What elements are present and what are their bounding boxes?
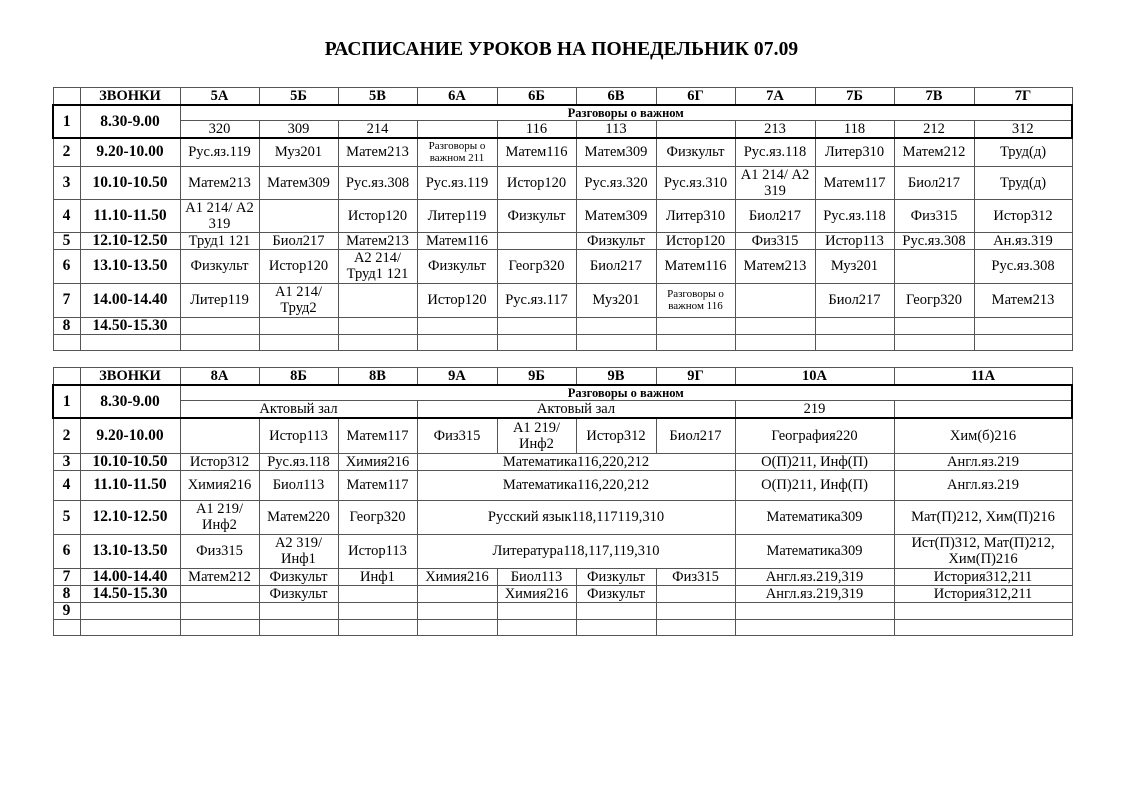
lesson-time: 14.50-15.30 (80, 317, 180, 334)
lesson-cell (338, 585, 417, 602)
lesson-cell: Истор120 (417, 283, 497, 317)
lesson-cell: Истор312 (180, 453, 259, 470)
lesson-cell: Биол217 (656, 418, 735, 453)
lesson-cell: Ан.яз.319 (974, 232, 1072, 249)
lesson-row-9 (53, 602, 1072, 619)
room-cell: Актовый зал (417, 401, 735, 419)
lesson-cell: Физ315 (417, 418, 497, 453)
lesson-cell: Матем213 (735, 249, 815, 283)
lesson-row-8 (53, 585, 1072, 602)
lesson-cell: Инф1 (338, 568, 417, 585)
lesson-cell: Матем117 (815, 166, 894, 199)
lesson-cell (497, 232, 576, 249)
lesson-cell (180, 418, 259, 453)
lesson-cell: Химия216 (338, 453, 417, 470)
lesson-time: 9.20-10.00 (80, 138, 180, 166)
lesson-time: 13.10-13.50 (80, 249, 180, 283)
lesson-cell (974, 317, 1072, 334)
room-cell: 116 (497, 121, 576, 139)
lesson-cell: Рус.яз.320 (576, 166, 656, 199)
lesson-number: 6 (53, 249, 80, 283)
lesson-cell: Биол217 (576, 249, 656, 283)
lesson-cell: Физ315 (656, 568, 735, 585)
lesson-cell: Рус.яз.118 (735, 138, 815, 166)
lesson-cell: Физкульт (576, 568, 656, 585)
lesson-cell (259, 317, 338, 334)
lesson-cell: Истор113 (259, 418, 338, 453)
lesson-cell: Матем213 (974, 283, 1072, 317)
bells-header: ЗВОНКИ (80, 368, 180, 386)
class-header: 9Б (497, 368, 576, 386)
lesson-number: 5 (53, 500, 80, 534)
lesson-number: 1 (53, 385, 80, 418)
class-header: 5А (180, 88, 259, 106)
lesson-number: 3 (53, 453, 80, 470)
lesson-cell: Рус.яз.310 (656, 166, 735, 199)
lesson-row-6 (53, 249, 1072, 283)
lesson-cell: Истор120 (338, 199, 417, 232)
header-num-cell (53, 88, 80, 106)
room-row (53, 401, 1072, 419)
lesson-row-4 (53, 199, 1072, 232)
lesson-cell: Муз201 (815, 249, 894, 283)
lesson-cell: Биол217 (735, 199, 815, 232)
lesson-time: 14.00-14.40 (80, 283, 180, 317)
class-header: 7Б (815, 88, 894, 106)
lesson-cell: Матем117 (338, 470, 417, 500)
lesson-cell: Математика116,220,212 (417, 470, 735, 500)
lesson-cell: Матем212 (180, 568, 259, 585)
lesson-row-3 (53, 166, 1072, 199)
lesson-cell: Геогр320 (497, 249, 576, 283)
talk-important-cell: Разговоры о важном (180, 105, 1072, 121)
lesson-time: 12.10-12.50 (80, 232, 180, 249)
lesson-cell: А1 214/ А2 319 (735, 166, 815, 199)
room-cell: 214 (338, 121, 417, 139)
lesson-cell (735, 317, 815, 334)
lesson-cell: Физ315 (735, 232, 815, 249)
lesson-cell: Физкульт (259, 585, 338, 602)
lesson-number: 1 (53, 105, 80, 138)
lesson-cell: Матем117 (338, 418, 417, 453)
lesson-cell: Матем213 (338, 232, 417, 249)
lesson-cell: Химия216 (180, 470, 259, 500)
lesson-cell: Матем213 (180, 166, 259, 199)
lesson-cell: Матем116 (497, 138, 576, 166)
lesson-cell: Разговоры о важном 211 (417, 138, 497, 166)
lesson-cell (735, 283, 815, 317)
lesson-cell: Разговоры о важном 116 (656, 283, 735, 317)
lesson-cell: Истор120 (656, 232, 735, 249)
room-cell: 309 (259, 121, 338, 139)
lesson-cell: Рус.яз.118 (815, 199, 894, 232)
lesson-cell: А1 214/ А2 319 (180, 199, 259, 232)
lesson-cell: Мат(П)212, Хим(П)216 (894, 500, 1072, 534)
room-cell (656, 121, 735, 139)
lesson-cell: Англ.яз.219 (894, 453, 1072, 470)
lesson-cell: Истор120 (259, 249, 338, 283)
lesson-number: 8 (53, 317, 80, 334)
lesson-cell: Физкульт (180, 249, 259, 283)
lesson-row-2 (53, 418, 1072, 453)
class-header: 9А (417, 368, 497, 386)
lesson-time: 11.10-11.50 (80, 199, 180, 232)
lesson-cell: История312,211 (894, 585, 1072, 602)
lesson-row-4 (53, 470, 1072, 500)
talk-important-cell: Разговоры о важном (180, 385, 1072, 401)
lesson-cell: А1 219/ Инф2 (497, 418, 576, 453)
room-cell: Актовый зал (180, 401, 417, 419)
lesson-cell: Истор312 (576, 418, 656, 453)
lesson-cell: А1 219/ Инф2 (180, 500, 259, 534)
room-cell (894, 401, 1072, 419)
class-header: 8Б (259, 368, 338, 386)
lesson-number: 2 (53, 138, 80, 166)
lesson-cell (497, 317, 576, 334)
spacer-row (53, 334, 1072, 350)
lesson-cell (656, 317, 735, 334)
room-cell: 312 (974, 121, 1072, 139)
lesson-cell: Биол217 (894, 166, 974, 199)
lesson-cell: Матем212 (894, 138, 974, 166)
lesson-cell (656, 585, 735, 602)
lesson-cell: Литература118,117,119,310 (417, 534, 735, 568)
lesson-row-1 (53, 105, 1072, 121)
lesson-cell: Ист(П)312, Мат(П)212, Хим(П)216 (894, 534, 1072, 568)
lesson-cell: Русский язык118,117119,310 (417, 500, 735, 534)
lesson-cell (815, 317, 894, 334)
lesson-cell (576, 317, 656, 334)
schedule-table-grades-5-7 (52, 87, 1073, 351)
class-header: 6А (417, 88, 497, 106)
lesson-cell: Рус.яз.308 (894, 232, 974, 249)
lesson-cell: Биол113 (259, 470, 338, 500)
lesson-cell: Матем213 (338, 138, 417, 166)
class-header: 9Г (656, 368, 735, 386)
room-cell: 212 (894, 121, 974, 139)
class-header: 5В (338, 88, 417, 106)
lesson-time: 13.10-13.50 (80, 534, 180, 568)
lesson-cell: Муз201 (576, 283, 656, 317)
lesson-number: 9 (53, 602, 80, 619)
lesson-number: 3 (53, 166, 80, 199)
lesson-cell: Матем309 (259, 166, 338, 199)
room-row (53, 121, 1072, 139)
lesson-cell: Матем309 (576, 199, 656, 232)
class-header: 9В (576, 368, 656, 386)
class-header: 7А (735, 88, 815, 106)
lesson-cell: Физкульт (259, 568, 338, 585)
lesson-cell: Матем309 (576, 138, 656, 166)
lesson-row-3 (53, 453, 1072, 470)
lesson-cell: А2 319/ Инф1 (259, 534, 338, 568)
lesson-time: 8.30-9.00 (80, 105, 180, 138)
room-cell: 113 (576, 121, 656, 139)
lesson-cell: Матем220 (259, 500, 338, 534)
lesson-cell: А2 214/ Труд1 121 (338, 249, 417, 283)
page-title: РАСПИСАНИЕ УРОКОВ НА ПОНЕДЕЛЬНИК 07.09 (324, 39, 799, 60)
header-num-cell (53, 368, 80, 386)
lesson-cell (338, 283, 417, 317)
lesson-cell: Матем116 (417, 232, 497, 249)
room-cell: 219 (735, 401, 894, 419)
lesson-cell (417, 317, 497, 334)
lesson-cell: Физкульт (417, 249, 497, 283)
lesson-cell: Химия216 (497, 585, 576, 602)
lesson-cell: Литер119 (180, 283, 259, 317)
lesson-cell: О(П)211, Инф(П) (735, 470, 894, 500)
room-cell (417, 121, 497, 139)
lesson-cell: Литер310 (815, 138, 894, 166)
lesson-number: 7 (53, 568, 80, 585)
lesson-cell: Труд(д) (974, 166, 1072, 199)
header-row (53, 88, 1072, 106)
class-header: 8А (180, 368, 259, 386)
lesson-cell: Истор113 (338, 534, 417, 568)
lesson-time: 10.10-10.50 (80, 453, 180, 470)
class-header: 6Б (497, 88, 576, 106)
lesson-cell: Истор113 (815, 232, 894, 249)
lesson-time: 14.50-15.30 (80, 585, 180, 602)
lesson-number: 4 (53, 470, 80, 500)
room-cell: 118 (815, 121, 894, 139)
lesson-cell: Рус.яз.119 (180, 138, 259, 166)
class-header: 10А (735, 368, 894, 386)
lesson-number: 6 (53, 534, 80, 568)
lesson-cell: Математика309 (735, 534, 894, 568)
class-header: 6В (576, 88, 656, 106)
lesson-cell: География220 (735, 418, 894, 453)
class-header: 7В (894, 88, 974, 106)
lesson-number: 8 (53, 585, 80, 602)
lesson-cell: Труд(д) (974, 138, 1072, 166)
lesson-cell: Литер119 (417, 199, 497, 232)
lesson-cell: Рус.яз.308 (338, 166, 417, 199)
lesson-time: 9.20-10.00 (80, 418, 180, 453)
class-header: 6Г (656, 88, 735, 106)
lesson-cell: Физ315 (180, 534, 259, 568)
lesson-time: 12.10-12.50 (80, 500, 180, 534)
lesson-row-7 (53, 568, 1072, 585)
lesson-cell: Физкульт (576, 232, 656, 249)
class-header: 8В (338, 368, 417, 386)
lesson-cell: Хим(б)216 (894, 418, 1072, 453)
lesson-row-7 (53, 283, 1072, 317)
lesson-row-5 (53, 232, 1072, 249)
lesson-cell: Геогр320 (338, 500, 417, 534)
lesson-cell: Математика309 (735, 500, 894, 534)
header-row (53, 368, 1072, 386)
lesson-cell: Физ315 (894, 199, 974, 232)
lesson-cell: Истор120 (497, 166, 576, 199)
lesson-cell: Истор312 (974, 199, 1072, 232)
lesson-cell: Англ.яз.219 (894, 470, 1072, 500)
lesson-cell: Химия216 (417, 568, 497, 585)
lesson-row-5 (53, 500, 1072, 534)
room-cell: 213 (735, 121, 815, 139)
lesson-cell: Рус.яз.308 (974, 249, 1072, 283)
lesson-number: 7 (53, 283, 80, 317)
class-header: 11А (894, 368, 1072, 386)
lesson-number: 4 (53, 199, 80, 232)
lesson-time: 11.10-11.50 (80, 470, 180, 500)
lesson-time: 14.00-14.40 (80, 568, 180, 585)
lesson-cell (417, 585, 497, 602)
lesson-cell: Муз201 (259, 138, 338, 166)
lesson-time: 8.30-9.00 (80, 385, 180, 418)
lesson-cell: Рус.яз.117 (497, 283, 576, 317)
lesson-cell: Литер310 (656, 199, 735, 232)
class-header: 7Г (974, 88, 1072, 106)
spacer-row (53, 619, 1072, 635)
lesson-cell (338, 317, 417, 334)
schedule-table-grades-8-11 (52, 367, 1073, 636)
lesson-cell (894, 317, 974, 334)
room-cell: 320 (180, 121, 259, 139)
lesson-row-8 (53, 317, 1072, 334)
lesson-cell: Англ.яз.219,319 (735, 568, 894, 585)
lesson-cell: Труд1 121 (180, 232, 259, 249)
lesson-cell: Англ.яз.219,319 (735, 585, 894, 602)
lesson-cell: Рус.яз.119 (417, 166, 497, 199)
lesson-cell: Физкульт (497, 199, 576, 232)
lesson-cell (180, 317, 259, 334)
lesson-cell: Биол217 (815, 283, 894, 317)
lesson-cell: Матем116 (656, 249, 735, 283)
lesson-number: 5 (53, 232, 80, 249)
lesson-cell: Математика116,220,212 (417, 453, 735, 470)
lesson-cell: А1 214/ Труд2 (259, 283, 338, 317)
lesson-cell: История312,211 (894, 568, 1072, 585)
class-header: 5Б (259, 88, 338, 106)
bells-header: ЗВОНКИ (80, 88, 180, 106)
lesson-row-1 (53, 385, 1072, 401)
lesson-row-6 (53, 534, 1072, 568)
lesson-cell: Рус.яз.118 (259, 453, 338, 470)
lesson-cell: Биол113 (497, 568, 576, 585)
lesson-row-2 (53, 138, 1072, 166)
lesson-number: 2 (53, 418, 80, 453)
lesson-cell (180, 585, 259, 602)
lesson-cell: О(П)211, Инф(П) (735, 453, 894, 470)
lesson-cell: Физкульт (576, 585, 656, 602)
lesson-cell: Физкульт (656, 138, 735, 166)
lesson-cell (259, 199, 338, 232)
lesson-time: 10.10-10.50 (80, 166, 180, 199)
lesson-cell: Геогр320 (894, 283, 974, 317)
lesson-cell (894, 249, 974, 283)
lesson-cell: Биол217 (259, 232, 338, 249)
